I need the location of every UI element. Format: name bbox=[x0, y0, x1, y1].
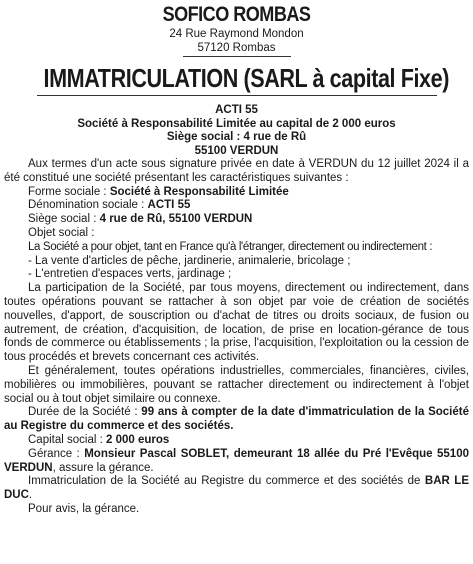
duree-paragraph bbox=[4, 406, 469, 434]
siege-value: 4 rue de Rû, 55100 VERDUN bbox=[99, 213, 253, 226]
company-heading: SOFICO ROMBAS bbox=[162, 3, 311, 26]
immatriculation-value: BAR LE DUC bbox=[4, 475, 469, 502]
objet-label: Objet social : bbox=[28, 226, 95, 239]
immatriculation-text: Immatriculation de la Société au Registre du commerce et des sociétés de bbox=[28, 475, 425, 488]
denomination-value: ACTI 55 bbox=[147, 199, 191, 212]
seat-line: Siège social : 4 rue de Rû bbox=[166, 131, 307, 143]
forme-line bbox=[4, 186, 469, 200]
company-description: Société à Responsabilité Limitée au capital de 2 000 euros bbox=[77, 117, 396, 130]
capital-line bbox=[4, 434, 469, 448]
general-paragraph: Et généralement, toutes opérations industrielles, commerciales, financières, civiles, mobilières ou immobilières, pouvant se rattacher directement ou indirectement à l'objet social ou à tout objet similaire ou connexe. bbox=[4, 364, 469, 405]
intro-paragraph: Aux termes d'un acte sous signature privée en date à VERDUN du 12 juillet 2024 il a été constitué une société présentant les caractéristiques suivantes : bbox=[4, 158, 469, 184]
city-line: 55100 VERDUN bbox=[194, 144, 279, 157]
capital-label: Capital social : bbox=[28, 433, 106, 446]
gerance-paragraph bbox=[4, 448, 469, 476]
immatriculation-suffix: . bbox=[28, 489, 33, 502]
siege-label: Siège social : bbox=[28, 213, 100, 226]
objet-item-1: - La vente d'articles de pêche, jardinerie, animalerie, bricolage ; bbox=[28, 254, 351, 267]
gerance-suffix: , assure la gérance. bbox=[52, 461, 154, 474]
duree-label: Durée de la Société : bbox=[28, 406, 142, 419]
capital-value: 2 000 euros bbox=[105, 433, 170, 446]
address-line-2: 57120 Rombas bbox=[197, 42, 276, 54]
objet-item-2: - L'entretien d'espaces verts, jardinage ; bbox=[28, 268, 232, 281]
gerance-value: Monsieur Pascal SOBLET, demeurant 18 allée du Pré l'Evêque 55100 VERDUN bbox=[4, 447, 469, 474]
gerance-label: Gérance : bbox=[28, 447, 85, 460]
title-divider bbox=[37, 95, 437, 96]
notice-title: IMMATRICULATION (SARL à capital Fixe) bbox=[43, 63, 450, 93]
objet-intro: La Société a pour objet, tant en France qu'à l'étranger, directement ou indirectement : bbox=[28, 240, 433, 253]
address-line-1: 24 Rue Raymond Mondon bbox=[169, 28, 304, 40]
company-name: ACTI 55 bbox=[215, 104, 258, 116]
immatriculation-paragraph bbox=[4, 475, 469, 503]
denomination-label: Dénomination sociale : bbox=[28, 199, 148, 212]
forme-value: Société à Responsabilité Limitée bbox=[109, 185, 289, 198]
header-divider bbox=[183, 56, 291, 57]
denomination-line bbox=[4, 199, 469, 213]
forme-label: Forme sociale : bbox=[28, 185, 110, 198]
notice-body bbox=[4, 158, 469, 517]
siege-line bbox=[4, 213, 469, 227]
legal-notice bbox=[0, 3, 473, 564]
participation-paragraph: La participation de la Société, par tous moyens, directement ou indirectement, dans toutes opérations pouvant se rattacher à son objet par voie de création de sociétés nouvelles, d'apport, de souscription ou d'achat de titres ou droits sociaux, de fusion ou autrement, de création, d'acquisition, de location, de prise en location-gérance de tous fonds de commerce ou établissements ; la prise, l'acquisition, l'exploitation ou la cession de tous procédés et brevets concernant ces activités. bbox=[4, 282, 469, 364]
closing-line: Pour avis, la gérance. bbox=[28, 502, 140, 515]
duree-value: 99 ans à compter de la date d'immatriculation de la Société au Registre du commerce et des sociétés. bbox=[4, 406, 469, 433]
